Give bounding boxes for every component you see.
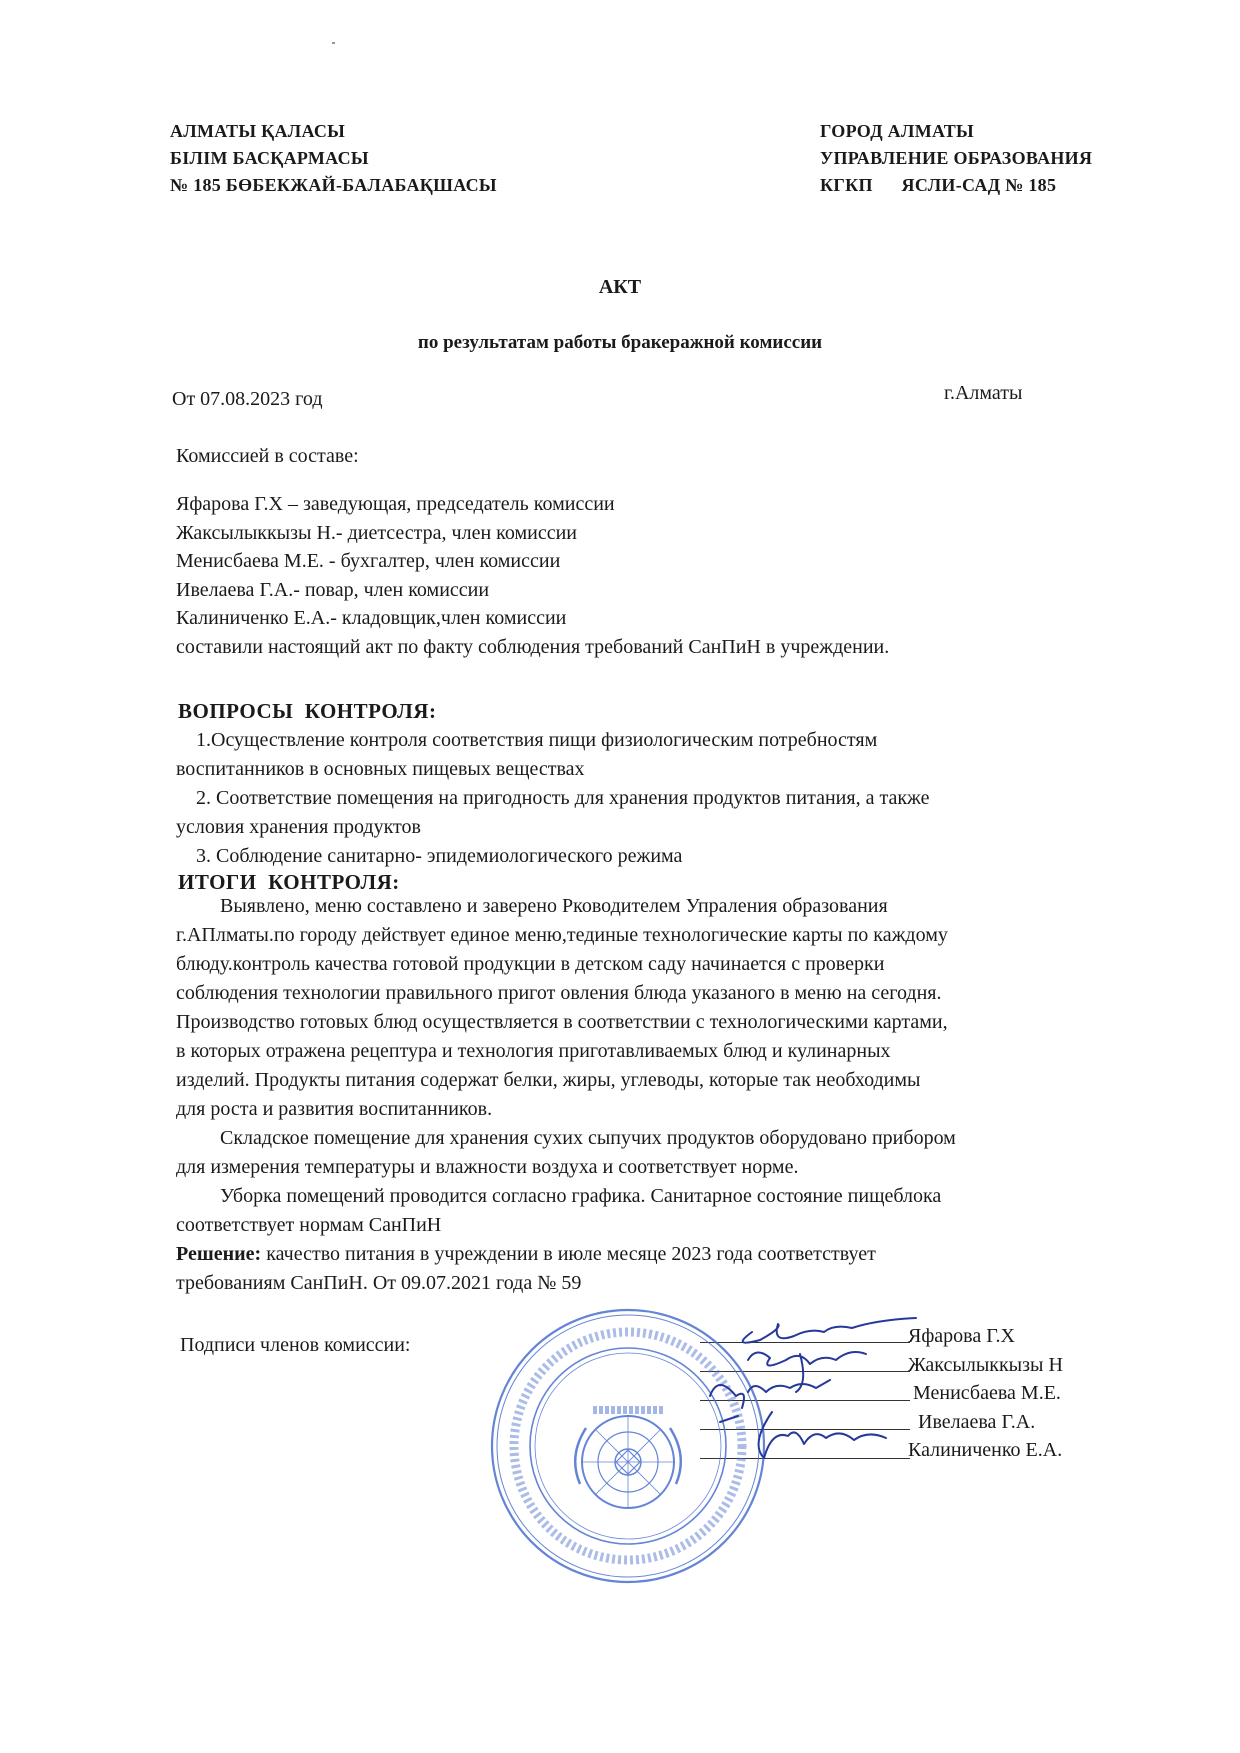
header-left-line: № 185 БӨБЕКЖАЙ-БАЛАБАҚШАСЫ	[170, 175, 497, 195]
member-line: Калиниченко Е.А.- кладовщик,член комиссии	[176, 607, 567, 629]
result-line: в которых отражена рецептура и технология приготавливаемых блюд и кулинарных	[176, 1040, 891, 1062]
signature-name: Менисбаева М.Е.	[908, 1382, 1061, 1404]
signature-name: Яфарова Г.Х	[908, 1325, 1015, 1347]
results-text	[176, 892, 1136, 1298]
header-right-line: УПРАВЛЕНИЕ ОБРАЗОВАНИЯ	[820, 148, 1093, 168]
member-line: Яфарова Г.Х – заведующая, председатель комиссии	[176, 493, 615, 515]
signature-name: Калиниченко Е.А.	[908, 1439, 1063, 1461]
result-line: соответствует нормам СанПиН	[176, 1214, 442, 1236]
result-line: г.АПлматы.по городу действует единое меню,тединые технологические карты по каждому	[176, 924, 948, 946]
header-right-line: КГКП ЯСЛИ-САД № 185	[820, 175, 1057, 195]
decision-line-2: требованиям СанПиН. От 09.07.2021 года № 59	[176, 1272, 582, 1294]
question-line: условия хранения продуктов	[176, 816, 421, 838]
header-left-line: БІЛІМ БАСҚАРМАСЫ	[170, 148, 369, 168]
result-line: соблюдения технологии правильного пригот овления блюда указаного в меню на сегодня.	[176, 982, 942, 1004]
signature-name: Ивелаева Г.А.	[908, 1410, 1036, 1433]
result-line: для роста и развития воспитанников.	[176, 1098, 493, 1120]
header-right-line: ГОРОД АЛМАТЫ	[820, 121, 974, 141]
composition-label: Комиссией в составе:	[176, 445, 359, 467]
signature-names	[908, 1322, 1063, 1465]
signatures-label: Подписи членов комиссии:	[180, 1334, 411, 1356]
document-title: АКТ	[598, 276, 642, 298]
member-line: Ивелаева Г.А.- повар, член комиссии	[176, 578, 490, 601]
question-line: 2. Соответствие помещения на пригодность для хранения продуктов питания, а также	[196, 787, 930, 809]
scan-speck	[332, 42, 335, 44]
document-subtitle: по результатам работы бракеражной комиссии	[417, 332, 823, 353]
header-russian	[820, 118, 1092, 199]
result-line: Производство готовых блюд осуществляется в соответствии с технологическими картами,	[176, 1011, 948, 1033]
result-line: блюду.контроль качества готовой продукции в детском саду начинается с проверки	[176, 953, 885, 975]
question-line: 1.Осуществление контроля соответствия пищи физиологическим потребностям	[196, 729, 878, 751]
document-city: г.Алматы	[944, 382, 1023, 404]
questions-list	[176, 726, 1136, 871]
member-line: составили настоящий акт по факту соблюдения требований СанПиН в учреждении.	[176, 635, 890, 658]
result-line: для измерения температуры и влажности воздуха и соответствует норме.	[176, 1156, 799, 1178]
results-heading: ИТОГИ КОНТРОЛЯ:	[178, 870, 400, 894]
decision-text: качество питания в учреждении в июле месяце 2023 года соответствует	[261, 1243, 876, 1265]
signature-name: Жаксылыккызы Н	[908, 1353, 1063, 1376]
document-date: От 07.08.2023 год	[172, 388, 323, 410]
result-line: изделий. Продукты питания содержат белки, жиры, углеводы, которые так необходимы	[176, 1069, 921, 1091]
result-line: Уборка помещений проводится согласно графика. Санитарное состояние пищеблока	[220, 1185, 942, 1207]
result-line: Выявлено, меню составлено и заверено Рководителем Упраления образования	[220, 895, 888, 917]
questions-heading: ВОПРОСЫ КОНТРОЛЯ:	[178, 699, 437, 723]
member-line: Менисбаева М.Е. - бухгалтер, член комиссии	[176, 550, 561, 572]
header-kazakh	[170, 118, 497, 199]
result-line: Складское помещение для хранения сухих сыпучих продуктов оборудовано прибором	[220, 1127, 956, 1149]
decision-label: Решение:	[176, 1243, 262, 1265]
header-left-line: АЛМАТЫ ҚАЛАСЫ	[170, 121, 346, 141]
members-list	[176, 490, 1136, 661]
member-line: Жаксылыккызы Н.- диетсестра, член комиссии	[176, 521, 577, 544]
question-line: воспитанников в основных пищевых веществах	[176, 758, 585, 780]
handwritten-signatures	[690, 1310, 920, 1470]
question-line: 3. Соблюдение санитарно- эпидемиологического режима	[196, 845, 683, 867]
decision-line	[176, 1240, 1136, 1269]
